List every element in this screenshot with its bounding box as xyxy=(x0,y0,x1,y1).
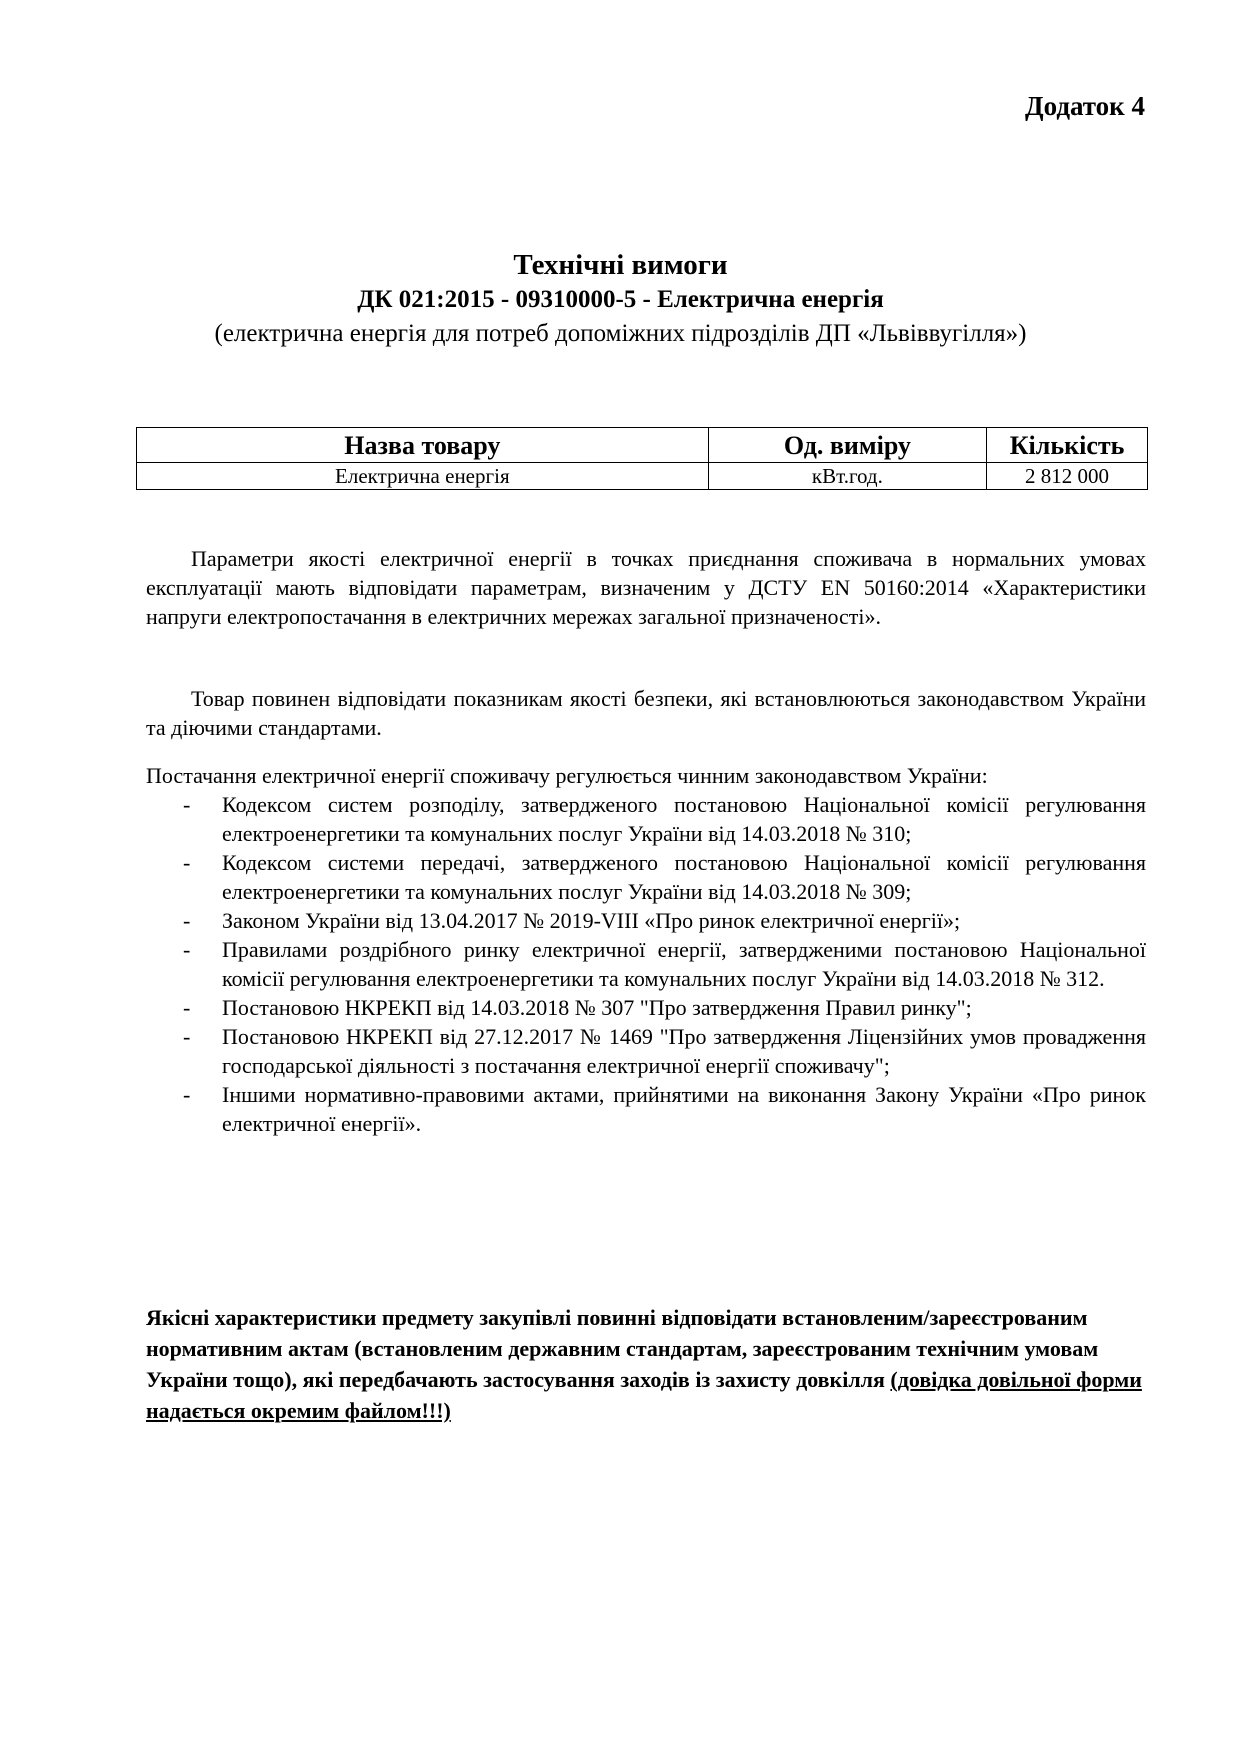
dash-bullet: - xyxy=(183,908,191,933)
goods-table xyxy=(136,427,1148,490)
list-item-text: Постановою НКРЕКП від 27.12.2017 № 1469 "Про затвердження Ліцензійних умов провадження господарської діяльності з постачання електричної енергії споживачу"; xyxy=(222,1024,1146,1078)
list-item xyxy=(146,1080,1146,1138)
cell-quantity: 2 812 000 xyxy=(987,463,1148,490)
table-row xyxy=(137,463,1148,490)
paragraph-text: Параметри якості електричної енергії в точках приєднання споживача в нормальних умовах експлуатації мають відповідати параметрам, визначеним у ДСТУ EN 50160:2014 «Характеристики напруги електропостачання в електричних мережах загальної призначеності». xyxy=(146,546,1146,629)
dash-bullet: - xyxy=(183,1082,191,1107)
regulation-intro: Постачання електричної енергії споживачу регулюється чинним законодавством України: xyxy=(146,763,988,788)
table-header-row xyxy=(137,428,1148,463)
regulation-list xyxy=(146,790,1146,1138)
column-header-name: Назва товару xyxy=(137,428,709,463)
list-item xyxy=(146,906,1146,935)
paragraph-quality-parameters xyxy=(146,544,1146,631)
dash-bullet: - xyxy=(183,937,191,962)
list-item xyxy=(146,1022,1146,1080)
list-item xyxy=(146,790,1146,848)
list-item-text: Кодексом систем розподілу, затвердженого постановою Національної комісії регулювання електроенергетики та комунальних послуг України від 14.03.2018 № 310; xyxy=(222,792,1146,846)
list-item-text: Кодексом системи передачі, затвердженого постановою Національної комісії регулювання електроенергетики та комунальних послуг України від 14.03.2018 № 309; xyxy=(222,850,1146,904)
appendix-label: Додаток 4 xyxy=(1025,91,1145,121)
note-text: Якісні характеристики предмету закупівлі повинні відповідати встановленим/зареєстрованим нормативним актам (встановленим державним стандартам, зареєстрованим технічним умовам України тощо), які передбачають застосування заходів із захисту довкілля xyxy=(146,1305,1099,1392)
list-item-text: Іншими нормативно-правовими актами, прийнятими на виконання Закону України «Про ринок електричної енергії». xyxy=(222,1082,1146,1136)
title-note: (електрична енергія для потреб допоміжних підрозділів ДП «Львіввугілля») xyxy=(214,320,1027,347)
document-title: Технічні вимоги xyxy=(513,249,728,281)
dash-bullet: - xyxy=(183,850,191,875)
cell-unit: кВт.год. xyxy=(708,463,986,490)
dash-bullet: - xyxy=(183,792,191,817)
paragraph-text: Товар повинен відповідати показникам якості безпеки, які встановлюються законодавством України та діючими стандартами. xyxy=(146,686,1146,740)
dash-bullet: - xyxy=(183,1024,191,1049)
paragraph-regulation xyxy=(146,761,1146,1138)
column-header-unit: Од. виміру xyxy=(708,428,986,463)
list-item-text: Правилами роздрібного ринку електричної енергії, затвердженими постановою Національної комісії регулювання електроенергетики та комунальних послуг України від 14.03.2018 № 312. xyxy=(222,937,1146,991)
classification-code: ДК 021:2015 - 09310000-5 - Електрична енергія xyxy=(357,286,884,313)
column-header-quantity: Кількість xyxy=(987,428,1148,463)
paragraph-safety xyxy=(146,684,1146,742)
cell-product-name: Електрична енергія xyxy=(137,463,709,490)
list-item-text: Постановою НКРЕКП від 14.03.2018 № 307 "Про затвердження Правил ринку"; xyxy=(222,995,972,1020)
environmental-requirements-note xyxy=(146,1302,1146,1426)
list-item xyxy=(146,848,1146,906)
dash-bullet: - xyxy=(183,995,191,1020)
list-item xyxy=(146,993,1146,1022)
note-underlined-text: (довідка довільної форми надається окремим файлом!!!) xyxy=(146,1367,1142,1423)
list-item xyxy=(146,935,1146,993)
list-item-text: Законом України від 13.04.2017 № 2019-VIII «Про ринок електричної енергії»; xyxy=(222,908,961,933)
